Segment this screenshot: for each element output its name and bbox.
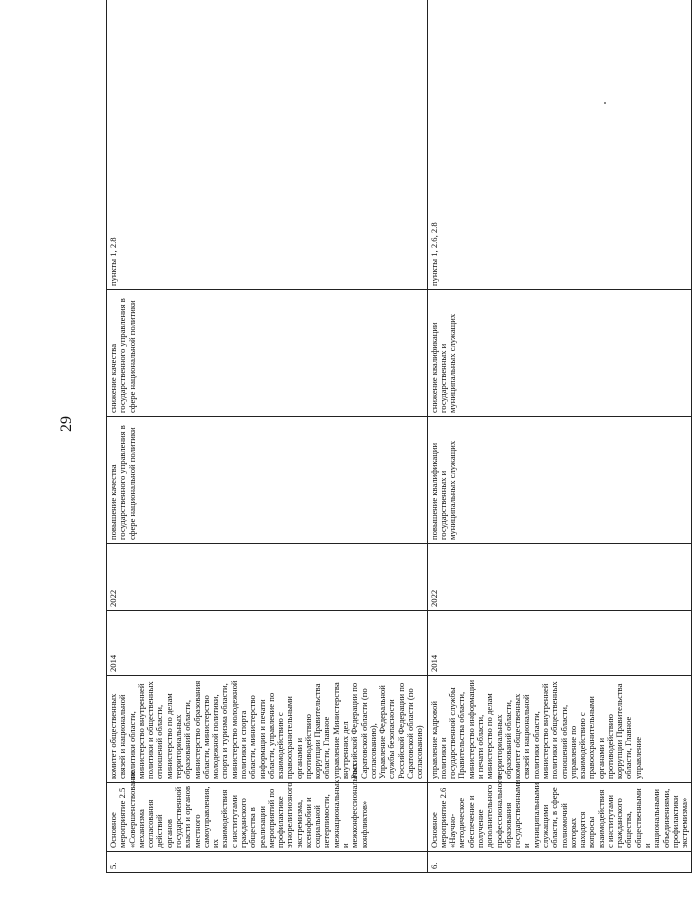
activity-name: Основное мероприятие 2.6 «Научно-методическое обеспечение и получение дополнительного профессионального образования государственными и муниципальными служащими области, в сфере полномочий которых находятся вопросы взаимодействия с институтами гражданского общества, общественными и национальными объединениями, профилактики экстремизма» [427,783,692,852]
scan-speck [604,102,606,104]
table-row [427,0,692,873]
non-implementation-consequence: снижение качества государственного управления в сфере национальной политики [107,290,428,417]
non-implementation-consequence: снижение квалификации государственных и муниципальных служащих [427,290,692,417]
rotated-table-container [106,43,690,873]
linked-indicators: пункты 1, 2.6, 2.8 [427,0,692,290]
activity-name: Основное мероприятие 2.5 «Совершенствование механизма согласования действий органов государственной власти и органов местного самоуправления, их взаимодействия с институтами гражданского общества в реализации мероприятий по профилактике этнорелигиозного экстремизма, ксенофобии и социальной нетерпимости, межнациональных и межконфессиональных конфликтов» [107,783,428,852]
row-number: 6. [427,852,692,873]
end-year: 2022 [107,544,428,611]
start-year: 2014 [107,611,428,676]
linked-indicators: пункты 1, 2.8 [107,0,428,290]
expected-result: повышение качества государственного управления в сфере национальной политики [107,417,428,544]
end-year: 2022 [427,544,692,611]
start-year: 2014 [427,611,692,676]
row-number: 5. [107,852,428,873]
activity-executors: комитет общественных связей и национальной политики области, министерство внутренней политики и общественных отношений области, министерство по делам территориальных образований области, министерство образования области, министерство молодежной политики, спорта и туризма области, министерство молодежной политики и спорта области, министерство информации и печати области, управление по взаимодействию с правоохранительными органами и противодействию коррупции Правительства области, Главное управление Министерства внутренних дел Российской Федерации по Саратовской области (по согласованию), Управление Федеральной службы безопасности Российской Федерации по Саратовской области (по согласованию) [107,676,428,783]
table-row [107,0,428,873]
activity-executors: управление кадровой политики и государственной службы Правительства области, министерство информации и печати области, министерство по делам территориальных образований области, комитет общественных связей и национальной политики области, министерство внутренней политики и общественных отношений области, управление по взаимодействию с правоохранительными органами и противодействию коррупции Правительства области, Главное управление [427,676,692,783]
program-activities-table [106,0,692,873]
expected-result: повышение квалификации государственных и муниципальных служащих [427,417,692,544]
page-number: 29 [58,416,75,432]
